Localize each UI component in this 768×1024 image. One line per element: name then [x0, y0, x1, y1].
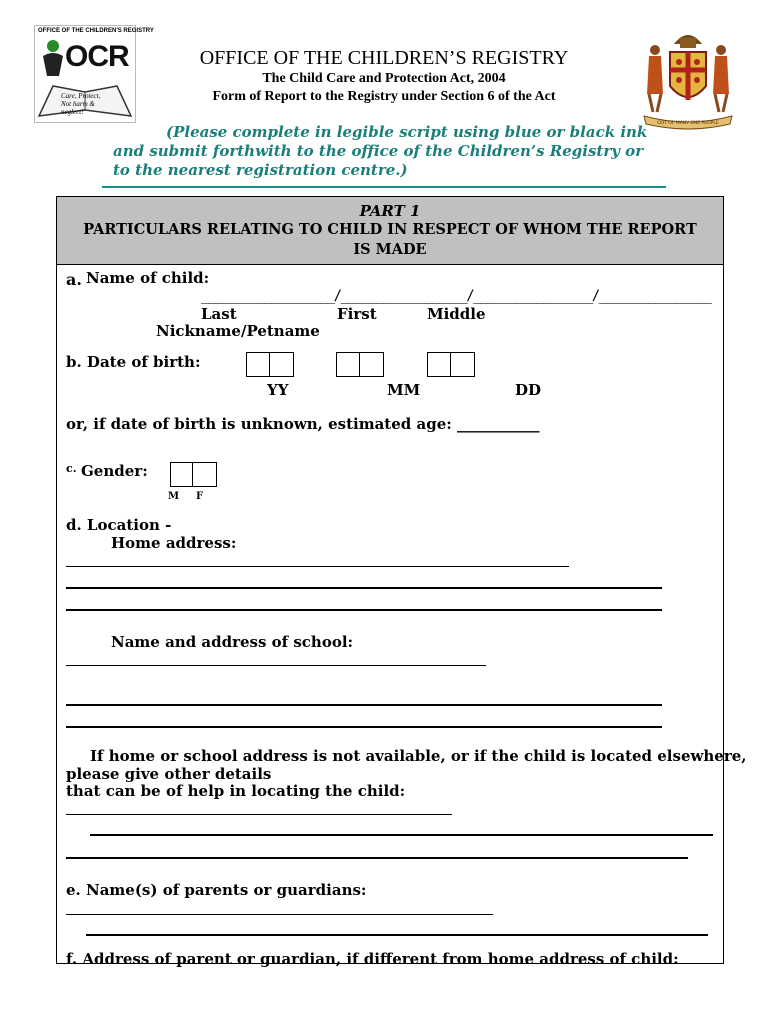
- dob-month-input[interactable]: [336, 352, 384, 377]
- label-last: Last: [201, 305, 237, 323]
- home-address-label: Home address:: [111, 534, 237, 552]
- field-c-letter: c.: [66, 462, 77, 475]
- home-address-line-3[interactable]: [66, 609, 662, 611]
- other-details-line-2: please give other details: [66, 765, 272, 783]
- label-mm: MM: [387, 381, 421, 399]
- other-details-line-1: If home or school address is not available, or if the child is located elsewhere,: [90, 747, 747, 765]
- label-dd: DD: [515, 381, 542, 399]
- instruction-line-2: and submit forthwith to the office of the Children’s Registry or: [113, 142, 644, 160]
- label-gender-f: F: [196, 491, 204, 502]
- label-middle: Middle: [427, 305, 486, 323]
- act-subtitle: The Child Care and Protection Act, 2004: [262, 71, 506, 86]
- home-address-line-2[interactable]: [66, 587, 662, 589]
- instruction-line-3: to the nearest registration centre.): [113, 161, 408, 179]
- field-a-label: Name of child:: [86, 269, 210, 287]
- field-c-label: Gender:: [81, 462, 148, 480]
- other-details-line-a[interactable]: [66, 814, 452, 815]
- logo-text: OFFICE OF THE CHILDREN'S REGISTRY: [38, 28, 154, 34]
- field-a-letter: a.: [66, 270, 82, 289]
- logo-slogan: Care, Protect, Not harm & neglect!: [61, 92, 101, 116]
- instruction-rule: [102, 186, 666, 188]
- part-header: [57, 197, 723, 265]
- field-f-label: f. Address of parent or guardian, if different from home address of child:: [66, 950, 679, 968]
- dob-year-input[interactable]: [246, 352, 294, 377]
- other-details-line-b[interactable]: [90, 834, 713, 836]
- part-title-line-2: IS MADE: [353, 241, 427, 258]
- label-gender-m: M: [168, 491, 180, 502]
- home-address-line-1[interactable]: [66, 566, 569, 567]
- estimated-age-label[interactable]: or, if date of birth is unknown, estimated age: ___________: [66, 415, 540, 433]
- part-number: PART 1: [359, 202, 421, 220]
- dob-day-input[interactable]: [427, 352, 475, 377]
- field-f-clip: [57, 944, 722, 968]
- field-e-label: e. Name(s) of parents or guardians:: [66, 881, 367, 899]
- parents-line-1[interactable]: [66, 914, 493, 915]
- school-line-3[interactable]: [66, 726, 662, 728]
- school-line-2[interactable]: [66, 704, 662, 706]
- school-label: Name and address of school:: [111, 633, 354, 651]
- form-frame: [56, 196, 724, 964]
- coat-of-arms-motto: OUT OF MANY ONE PEOPLE: [657, 121, 719, 126]
- label-nickname: Nickname/Petname: [156, 322, 320, 340]
- coat-of-arms-icon: [640, 24, 736, 128]
- school-line-1[interactable]: [66, 665, 486, 666]
- field-b-label: b. Date of birth:: [66, 353, 201, 371]
- name-input-line[interactable]: ___________________/__________________/_________________/________________: [201, 288, 711, 304]
- part-title-line-1: PARTICULARS RELATING TO CHILD IN RESPECT OF WHOM THE REPORT: [83, 221, 697, 238]
- other-details-line-c[interactable]: [66, 857, 688, 859]
- form-subtitle: Form of Report to the Registry under Section 6 of the Act: [212, 89, 556, 104]
- parents-line-2[interactable]: [86, 934, 708, 936]
- page-title: OFFICE OF THE CHILDREN’S REGISTRY: [199, 47, 569, 69]
- label-first: First: [337, 305, 377, 323]
- field-d-label: d. Location -: [66, 516, 172, 534]
- logo-abbrev: OCR: [65, 40, 129, 73]
- label-yy: YY: [267, 381, 289, 399]
- instruction-line-1: (Please complete in legible script using blue or black ink: [166, 123, 648, 141]
- gender-input[interactable]: [170, 462, 217, 487]
- other-details-line-3: that can be of help in locating the child:: [66, 782, 406, 800]
